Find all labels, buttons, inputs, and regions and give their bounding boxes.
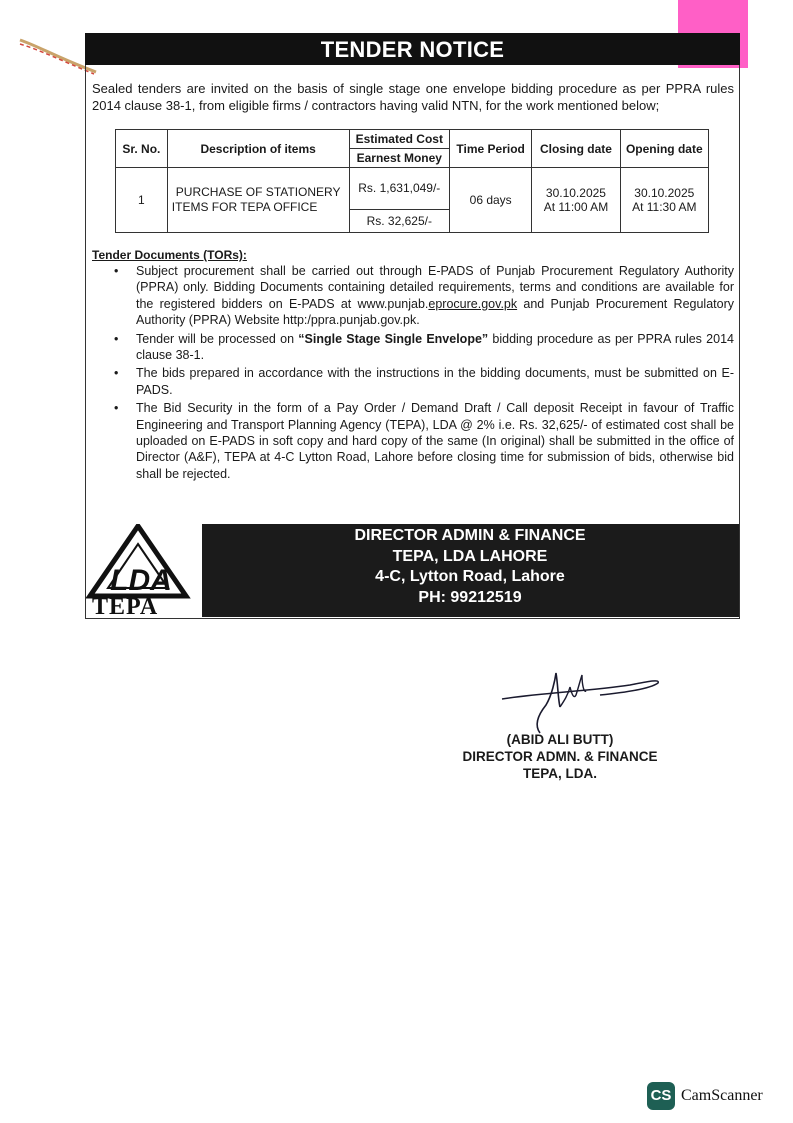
signature-scribble [500,655,670,735]
bullet-marker: • [114,264,119,278]
bullet-marker: • [114,366,119,381]
table-header-row [116,130,709,149]
signature-block [440,731,680,782]
page-title: TENDER NOTICE [85,33,740,65]
eprocure-link[interactable]: eprocure.gov.pk [428,296,518,311]
col-header-sr: Sr. No. [116,130,168,168]
cell-time-period: 06 days [450,168,532,233]
signatory-name: (ABID ALI BUTT) [506,732,614,747]
tor-item-2-text-b: bidding procedure as per PPRA rules 2014 clause 38-1. [136,331,734,363]
camscanner-icon: CS [647,1082,675,1110]
signatory-org: TEPA, LDA. [523,766,597,781]
col-header-estimated-cost: Estimated Cost [349,130,450,149]
intro-paragraph: Sealed tenders are invited on the basis of single stage one envelope bidding procedure as per PPRA rules 2014 clause 38-1, from eligible firms / contractors having valid NTN, for the work mentioned below; [92,81,734,113]
tor-item-2-text-a: Tender will be processed on [136,331,299,346]
col-header-closing-date: Closing date [532,130,620,168]
contact-line-4: PH: 99212519 [418,588,522,606]
opening-time: At 11:30 AM [632,200,697,214]
list-item [112,400,734,482]
tor-item-4-text: The Bid Security in the form of a Pay Order / Demand Draft / Call deposit Receipt in favour of Traffic Engineering and Transport Planning Agency (TEPA), LDA @ 2% i.e. Rs. 32,625/- of estimated cost shall be uploaded on E-PADS in soft copy and hard copy of the same (In original) shall be submitted in the office of Director (A&F), TEPA at 4-C Lytton Road, Lahore before closing time for submission of bids, otherwise bid shall be rejected. [136,401,734,481]
col-header-opening-date: Opening date [620,130,708,168]
tor-item-1-text-a: Subject procurement shall be carried out through E-PADS of Punjab Procurement Regulatory Authority (PPRA) only. Bidding Documents containing detailed requirements, terms and conditions are available for the registered bidders on E-PADS at www.punjab. [136,264,734,311]
list-item [112,263,734,329]
table-row [116,168,709,210]
tor-list [112,263,734,484]
list-item [112,365,734,398]
bullet-marker: • [114,331,119,346]
closing-time: At 11:00 AM [543,200,609,214]
col-header-earnest-money: Earnest Money [349,149,450,168]
camscanner-watermark [647,1082,763,1110]
bullet-marker: • [114,401,119,416]
tor-item-3-text: The bids prepared in accordance with the instructions in the bidding documents, must be submitted on E-PADS. [136,366,734,397]
cell-description: PURCHASE OF STATIONERY ITEMS FOR TEPA OFFICE [167,168,349,233]
contact-line-3: 4-C, Lytton Road, Lahore [375,568,565,585]
cell-sr: 1 [116,168,168,233]
tor-heading: Tender Documents (TORs): [92,248,247,262]
col-header-description: Description of items [167,130,349,168]
cell-estimated-cost: Rs. 1,631,049/- [349,168,450,210]
cell-opening [620,168,708,233]
contact-block [210,526,730,608]
tor-item-1-text-b: and Punjab Procurement Regulatory Authority (PPRA) Website http:/ppra.punjab.gov.pk. [136,296,734,328]
tender-table [115,129,709,233]
logo-letters: LDA [110,564,172,597]
tor-item-2-bold: “Single Stage Single Envelope” [298,331,489,346]
contact-line-2: TEPA, LDA LAHORE [392,547,548,565]
camscanner-label: CamScanner [681,1087,763,1104]
closing-date: 30.10.2025 [545,186,606,200]
opening-date: 30.10.2025 [634,186,695,200]
col-header-time-period: Time Period [450,130,532,168]
contact-line-1: DIRECTOR ADMIN & FINANCE [354,527,586,544]
signatory-designation: DIRECTOR ADMN. & FINANCE [462,749,658,764]
logo-name: TEPA [92,594,159,620]
cell-closing [532,168,620,233]
cell-earnest-money: Rs. 32,625/- [349,209,450,232]
list-item [112,331,734,364]
